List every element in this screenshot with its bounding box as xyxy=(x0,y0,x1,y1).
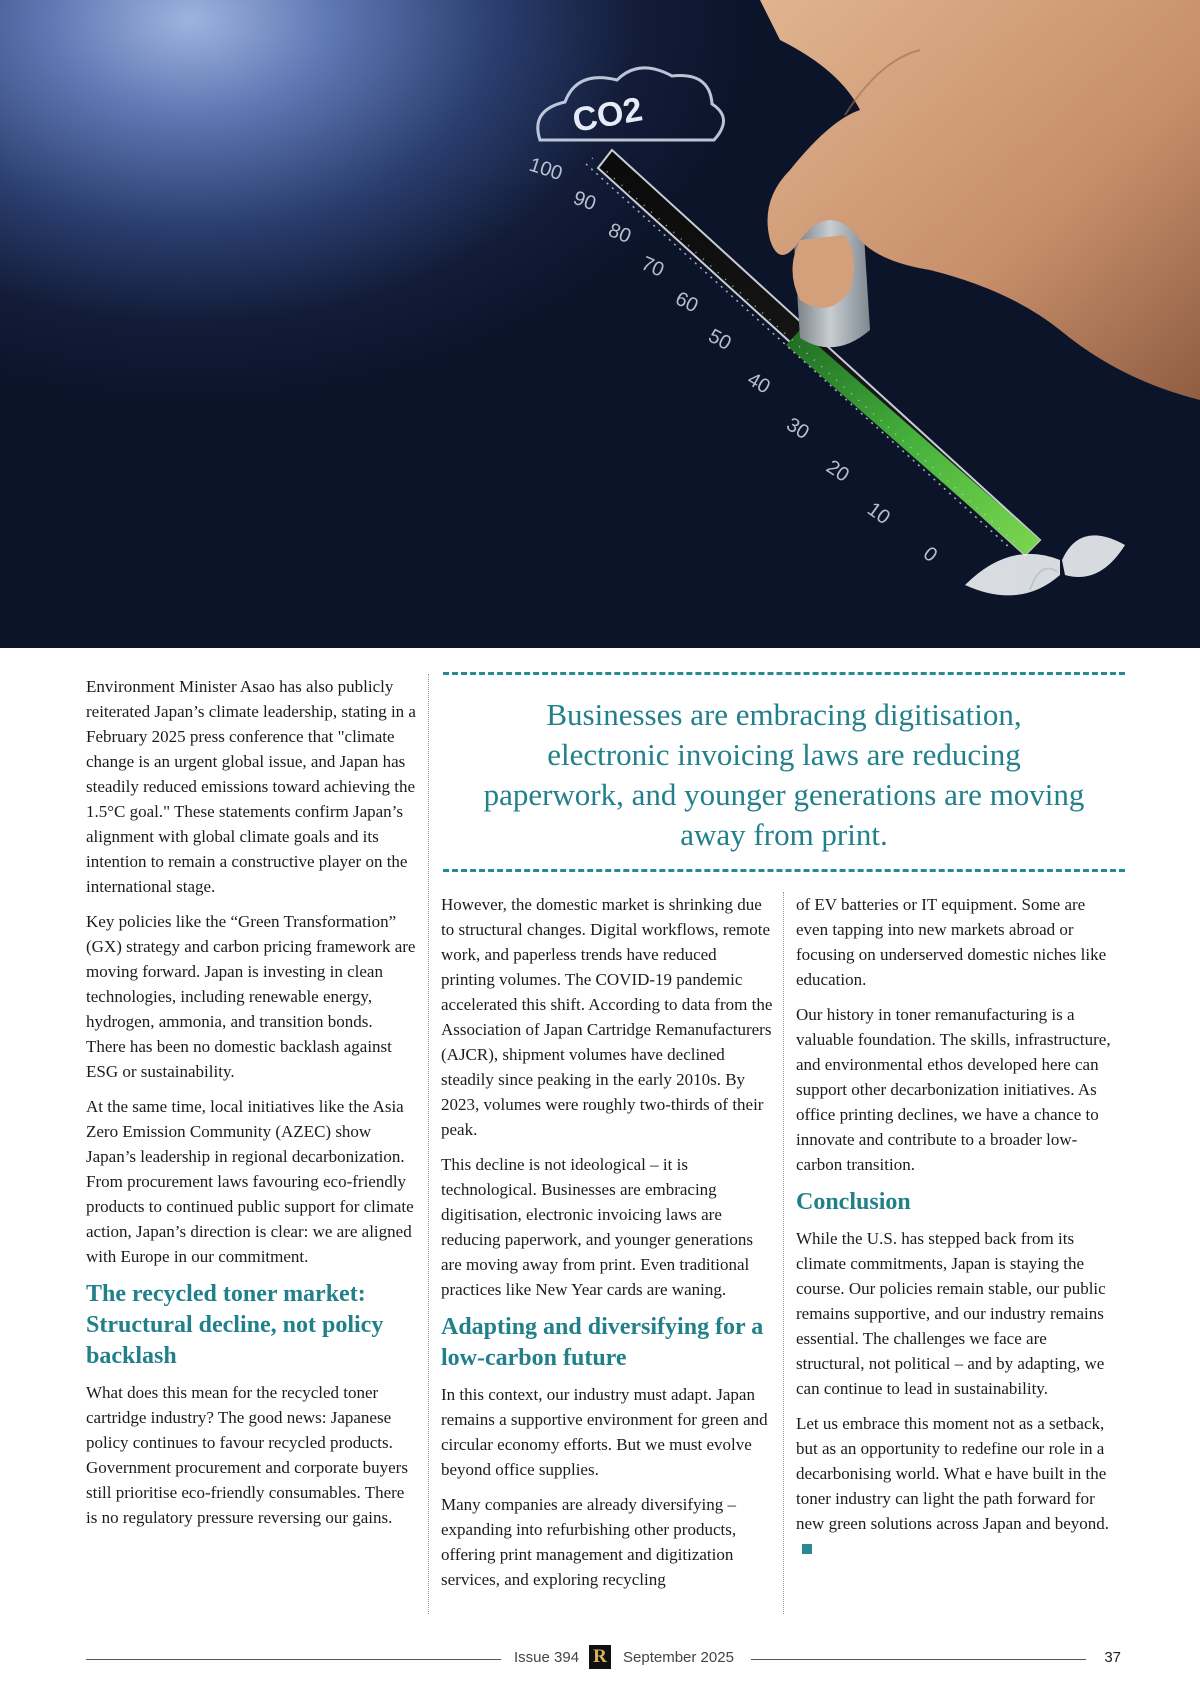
paragraph: Many companies are already diversifying – expanding into refurbishing other products, offering print management and digitization services, and exploring recycling xyxy=(441,1495,737,1589)
column-left xyxy=(86,674,416,1540)
magazine-logo: R xyxy=(589,1645,611,1669)
paragraph: Environment Minister Asao has also publicly reiterated Japan’s climate leadership, stating in a February 2025 press conference that "climate change is an urgent global issue, and Japan has steadily reduced emissions toward achieving the 1.5°C goal." These statements confirm Japan’s alignment with global climate goals and its intention to remain a constructive player on the international stage. xyxy=(86,677,416,896)
paragraph: At the same time, local initiatives like the Asia Zero Emission Community (AZEC) show Japan’s leadership in regional decarbonization. From procurement laws favouring eco-friendly products to continued public support for climate action, Japan’s direction is clear: we are aligned with Europe in our commitment. xyxy=(86,1097,414,1266)
page-number: 37 xyxy=(1104,1649,1121,1666)
scale-label: 100 xyxy=(526,153,565,186)
scale-label: 40 xyxy=(743,368,774,399)
co2-cloud-icon xyxy=(538,68,724,140)
section-heading: Adapting and diversifying for a low-carbon future xyxy=(441,1314,764,1371)
paragraph xyxy=(796,1411,1118,1561)
pull-quote xyxy=(443,672,1125,872)
footer-rule xyxy=(751,1659,1086,1660)
pull-quote-text: Businesses are embracing digitisation, electronic invoicing laws are reducing paperwork, and younger generations are moving away from print. xyxy=(483,697,1085,852)
section-heading: Conclusion xyxy=(796,1189,911,1215)
column-middle xyxy=(441,892,773,1602)
column-divider xyxy=(783,892,784,1614)
paragraph: However, the domestic market is shrinking due to structural changes. Digital workflows, remote work, and paperless trends have reduced printing volumes. The COVID-19 pandemic accelerated this shift. According to data from the Association of Japan Cartridge Remanufacturers (AJCR), shipment volumes have declined steadily since peaking in the early 2010s. By 2023, volumes were roughly two-thirds of their peak. xyxy=(441,895,773,1139)
scale-label: 60 xyxy=(671,287,702,318)
scale-label: 90 xyxy=(570,187,599,216)
scale-label: 0 xyxy=(918,542,942,567)
issue-number: Issue 394 xyxy=(514,1649,580,1666)
closing-text: Let us embrace this moment not as a setback, but as an opportunity to redefine our role in a decarbonising world. What e have built in the toner industry can light the path forward for new green solutions across Japan and beyond. xyxy=(796,1414,1110,1533)
issue-date: September 2025 xyxy=(623,1649,734,1666)
column-right xyxy=(796,892,1118,1571)
paragraph: Key policies like the “Green Transformation” (GX) strategy and carbon pricing framework are moving forward. Japan is investing in clean technologies, including renewable energy, hydrogen, ammonia, and transition bonds. There has been no domestic backlash against ESG or sustainability. xyxy=(86,912,416,1081)
paragraph: What does this mean for the recycled toner cartridge industry? The good news: Japanese policy continues to favour recycled products. Government procurement and corporate buyers still prioritise eco-friendly consumables. There is no regulatory pressure reversing our gains. xyxy=(86,1383,408,1527)
section-heading: The recycled toner market: Structural decline, not policy backlash xyxy=(86,1281,384,1369)
column-divider xyxy=(428,674,429,1614)
paragraph: In this context, our industry must adapt. Japan remains a supportive environment for green and circular economy efforts. But we must evolve beyond office supplies. xyxy=(441,1385,768,1479)
hero-image xyxy=(0,0,1200,648)
footer-rule xyxy=(86,1659,501,1660)
scale-label: 20 xyxy=(822,455,853,487)
page-footer xyxy=(86,1645,1121,1675)
paragraph: Our history in toner remanufacturing is a valuable foundation. The skills, infrastructure, and environmental ethos developed here can support other decarbonization initiatives. As office printing declines, we have a chance to innovate and contribute to a broader low-carbon transition. xyxy=(796,1005,1111,1174)
end-mark-icon xyxy=(802,1544,812,1554)
scale-label: 50 xyxy=(704,324,735,355)
leaf-icon xyxy=(965,535,1125,595)
paragraph: of EV batteries or IT equipment. Some are even tapping into new markets abroad or focusing on underserved domestic niches like education. xyxy=(796,895,1107,989)
scale-label: 10 xyxy=(863,498,894,530)
scale-label: 80 xyxy=(605,219,634,248)
co2-slider-illustration xyxy=(0,0,1200,648)
paragraph: While the U.S. has stepped back from its climate commitments, Japan is staying the course. Our policies remain stable, our public remains supportive, and our industry remains essential. The challenges we face are structural, not political – and by adapting, we can continue to lead in sustainability. xyxy=(796,1229,1106,1398)
scale-label: 70 xyxy=(637,252,668,282)
co2-label: CO2 xyxy=(569,90,646,140)
slider-fill xyxy=(786,330,1040,555)
scale-label: 30 xyxy=(782,413,813,445)
paragraph: This decline is not ideological – it is technological. Businesses are embracing digitisation, electronic invoicing laws are reducing paperwork, and younger generations are moving away from print. Even traditional practices like New Year cards are waning. xyxy=(441,1155,754,1299)
